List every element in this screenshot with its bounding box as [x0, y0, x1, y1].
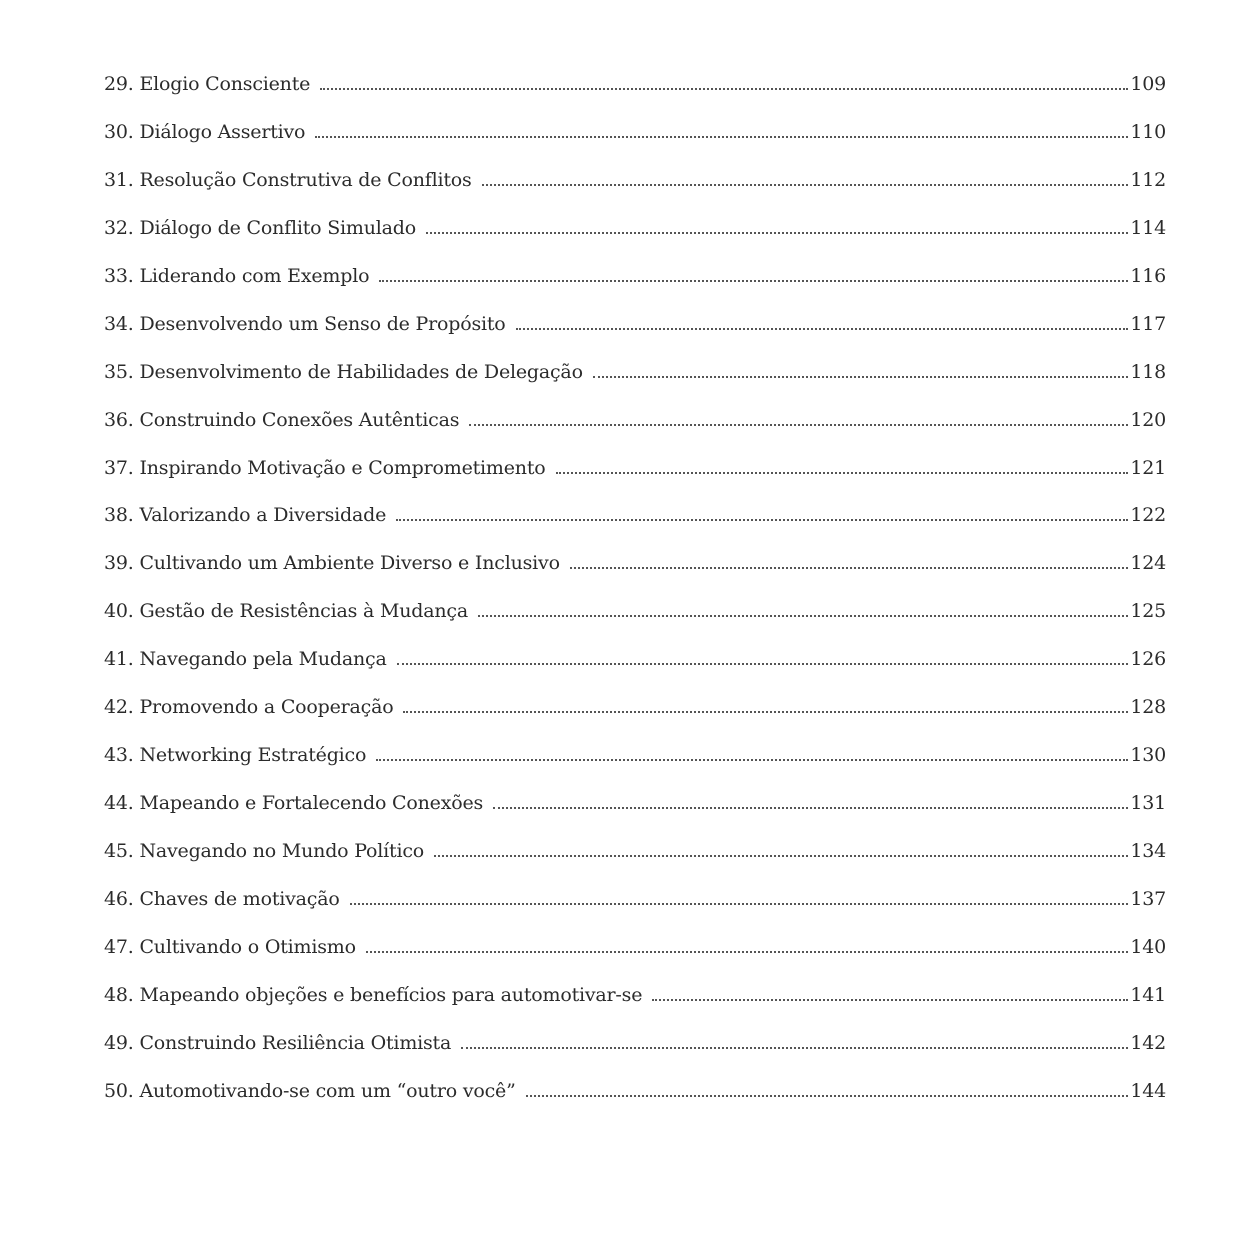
toc-dot-leader: [403, 709, 1128, 713]
toc-entry[interactable]: [104, 833, 1166, 881]
toc-entry-page: 121: [1130, 456, 1166, 479]
toc-entry-page: 130: [1130, 744, 1166, 767]
toc-entry-title: 47. Cultivando o Otimismo: [104, 935, 356, 958]
toc-entry[interactable]: [104, 450, 1166, 498]
toc-entry-title: 33. Liderando com Exemplo: [104, 264, 370, 287]
toc-entry-page: 114: [1130, 216, 1166, 239]
toc-entry-page: 112: [1130, 168, 1166, 191]
toc-entry[interactable]: [104, 1073, 1166, 1121]
toc-entry-title: 30. Diálogo Assertivo: [104, 120, 306, 143]
toc-entry-title: 32. Diálogo de Conflito Simulado: [104, 216, 416, 239]
toc-dot-leader: [366, 949, 1129, 953]
toc-entry[interactable]: [104, 881, 1166, 929]
toc-entry-page: 131: [1130, 792, 1166, 815]
toc-entry-title: 35. Desenvolvimento de Habilidades de Delegação: [104, 360, 583, 383]
toc-dot-leader: [526, 1093, 1129, 1097]
toc-entry-page: 122: [1130, 504, 1166, 527]
toc-dot-leader: [516, 326, 1129, 330]
toc-entry-page: 141: [1130, 983, 1166, 1006]
toc-entry[interactable]: [104, 354, 1166, 402]
toc-dot-leader: [376, 757, 1128, 761]
toc-entry-page: 120: [1130, 408, 1166, 431]
toc-dot-leader: [556, 470, 1129, 474]
toc-dot-leader: [350, 901, 1129, 905]
toc-dot-leader: [461, 1045, 1128, 1049]
toc-entry[interactable]: [104, 641, 1166, 689]
table-of-contents: [104, 66, 1166, 1121]
toc-dot-leader: [570, 565, 1129, 569]
toc-entry[interactable]: [104, 545, 1166, 593]
toc-dot-leader: [593, 374, 1129, 378]
toc-dot-leader: [320, 86, 1128, 90]
toc-dot-leader: [379, 278, 1128, 282]
toc-entry-page: 134: [1130, 840, 1166, 862]
toc-dot-leader: [397, 661, 1129, 665]
toc-dot-leader: [315, 134, 1128, 138]
toc-entry-title: 46. Chaves de motivação: [104, 887, 340, 910]
toc-entry[interactable]: [104, 497, 1166, 545]
toc-dot-leader: [434, 853, 1128, 857]
toc-entry[interactable]: [104, 689, 1166, 737]
toc-entry-title: 37. Inspirando Motivação e Comprometimento: [104, 456, 546, 479]
toc-entry-title: 44. Mapeando e Fortalecendo Conexões: [104, 792, 484, 815]
toc-entry-page: 128: [1130, 696, 1166, 719]
toc-dot-leader: [482, 182, 1129, 186]
toc-entry-page: 142: [1130, 1031, 1166, 1054]
toc-entry-title: 36. Construindo Conexões Autênticas: [104, 408, 460, 431]
toc-dot-leader: [426, 230, 1128, 234]
toc-entry-title: 45. Navegando no Mundo Político: [104, 840, 425, 862]
toc-entry[interactable]: [104, 737, 1166, 785]
toc-entry-page: 125: [1130, 600, 1166, 623]
toc-entry[interactable]: [104, 210, 1166, 258]
toc-entry[interactable]: [104, 977, 1166, 1025]
toc-entry-page: 137: [1130, 887, 1166, 910]
toc-entry[interactable]: [104, 402, 1166, 450]
toc-entry-title: 48. Mapeando objeções e benefícios para automotivar-se: [104, 983, 643, 1006]
toc-entry-title: 43. Networking Estratégico: [104, 744, 367, 767]
toc-entry-title: 41. Navegando pela Mudança: [104, 648, 387, 671]
toc-entry-title: 42. Promovendo a Cooperação: [104, 696, 394, 719]
toc-entry-page: 140: [1130, 935, 1166, 958]
toc-entry[interactable]: [104, 785, 1166, 833]
toc-entry[interactable]: [104, 929, 1166, 977]
toc-entry[interactable]: [104, 66, 1166, 114]
toc-entry-page: 124: [1130, 552, 1166, 575]
toc-dot-leader: [469, 422, 1128, 426]
toc-dot-leader: [493, 805, 1128, 809]
toc-entry-title: 49. Construindo Resiliência Otimista: [104, 1031, 452, 1054]
toc-entry-page: 117: [1130, 312, 1166, 335]
toc-entry-title: 39. Cultivando um Ambiente Diverso e Inclusivo: [104, 552, 560, 575]
toc-entry[interactable]: [104, 114, 1166, 162]
toc-entry-title: 29. Elogio Consciente: [104, 73, 311, 95]
toc-entry[interactable]: [104, 1025, 1166, 1073]
toc-entry-page: 116: [1130, 264, 1166, 287]
toc-entry-title: 34. Desenvolvendo um Senso de Propósito: [104, 312, 506, 335]
toc-entry-page: 110: [1130, 120, 1166, 143]
toc-entry-page: 118: [1130, 360, 1166, 383]
toc-entry-title: 40. Gestão de Resistências à Mudança: [104, 600, 468, 623]
toc-entry-title: 31. Resolução Construtiva de Conflitos: [104, 168, 472, 191]
toc-entry-page: 126: [1130, 648, 1166, 671]
toc-entry-page: 109: [1130, 73, 1166, 95]
toc-entry[interactable]: [104, 162, 1166, 210]
toc-entry-page: 144: [1130, 1079, 1166, 1102]
toc-entry-title: 38. Valorizando a Diversidade: [104, 504, 387, 527]
toc-entry[interactable]: [104, 258, 1166, 306]
toc-dot-leader: [652, 997, 1128, 1001]
toc-entry-title: 50. Automotivando-se com um “outro você”: [104, 1079, 516, 1102]
toc-dot-leader: [396, 517, 1128, 521]
toc-entry[interactable]: [104, 306, 1166, 354]
toc-entry[interactable]: [104, 593, 1166, 641]
toc-dot-leader: [478, 613, 1128, 617]
